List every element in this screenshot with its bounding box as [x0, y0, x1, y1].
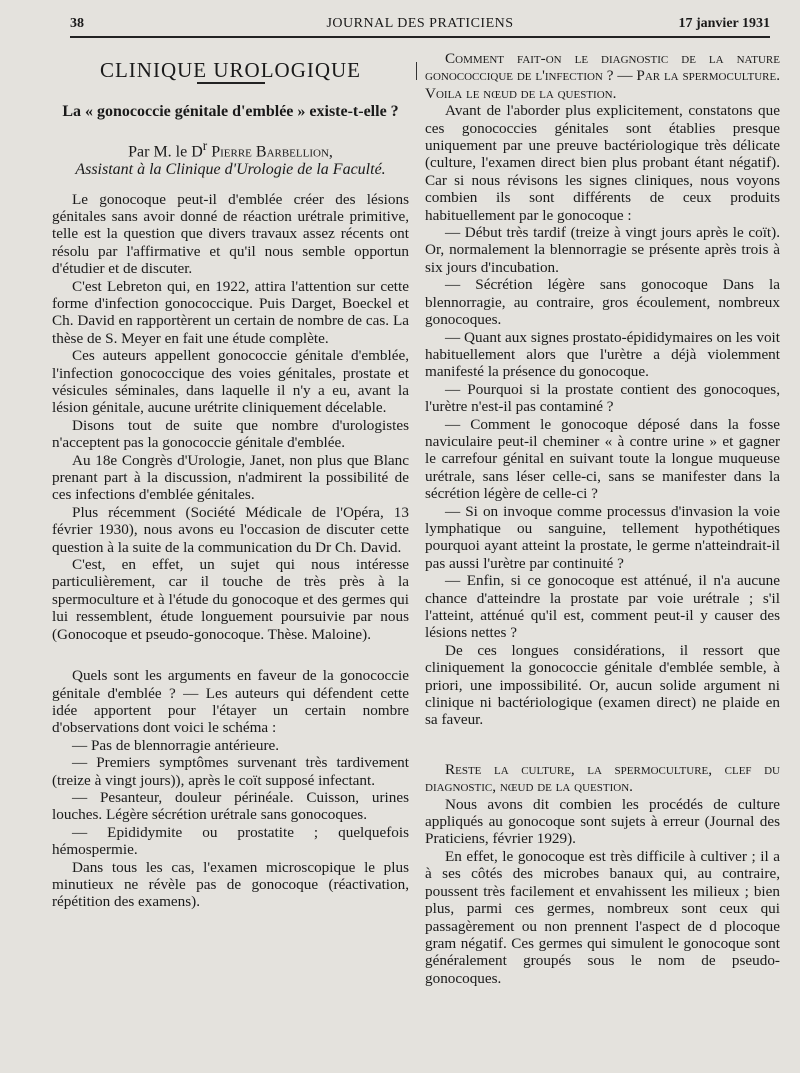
subheading: Comment fait-on le diagnostic de la nature gonococcique de l'infection ? — Par la spermoculture. Voila le nœud de la question. [425, 50, 780, 102]
paragraph: Avant de l'aborder plus explicitement, constatons que ces gonococcies génitales sont établies presque uniquement par une preuve bactériologique très délicate (culture, l'examen direct bien plus probant étant négatif). Car si nous révisons les signes cliniques, nous voyons combien ils sont différents de ceux produits habituellement par le gonocoque : [425, 102, 780, 224]
list-item: — Début très tardif (treize à vingt jours après le coït). Or, normalement la blennorragie se présente après trois à six jours d'incubation. [425, 224, 780, 276]
paragraph: Nous avons dit combien les procédés de culture appliqués au gonocoque sont sujets à erreur (Journal des Praticiens, février 1929). [425, 795, 780, 848]
journal-title: JOURNAL DES PRATICIENS [326, 16, 514, 31]
paragraph: Au 18e Congrès d'Urologie, Janet, non plus que Blanc prenant part à la discussion, n'admirent la possibilité de ces infections d'emblée génitales. [52, 451, 409, 504]
paragraph: De ces longues considérations, il ressort que cliniquement la gonococcie génitale d'emblée semble, à priori, une impossibilité. Or, aucun solide argument ni clinique ni bactériologique (examen direct) ne plaide en sa faveur. [425, 641, 780, 729]
byline [52, 137, 409, 161]
author-name: Pierre Barbellion, [211, 143, 333, 161]
page-number: 38 [70, 16, 84, 31]
paragraph: Dans tous les cas, l'examen microscopique le plus minutieux ne révèle pas de gonocoque (réactivation, répétition des examens). [52, 858, 409, 911]
paragraph: Ces auteurs appellent gonococcie génitale d'emblée, l'infection gonococcique des voies génitales, prostate et vésicules séminales, dans laquelle il n'y a eu, avant la lésion génitale, aucune urétrite cliniquement décelable. [52, 347, 409, 417]
paragraph: C'est Lebreton qui, en 1922, attira l'attention sur cette forme d'infection gonococcique. Puis Darget, Boeckel et Ch. David en rapportèrent un certain de nombre de cas. La thèse de S. Meyer en fait une étude complète. [52, 277, 409, 347]
list-item: — Sécrétion légère sans gonocoque Dans la blennorragie, au contraire, gros écoulement, nombreux gonocoques. [425, 276, 780, 329]
right-column [425, 50, 780, 987]
section-title: CLINIQUE UROLOGIQUE [99, 58, 362, 82]
author-affiliation: Assistant à la Clinique d'Urologie de la Faculté. [75, 161, 386, 179]
list-item: — Pesanteur, douleur périnéale. Cuisson, urines louches. Légère sécrétion urétrale sans gonocoques. [52, 788, 409, 824]
byline-sup: r [202, 138, 208, 154]
paragraph: Quels sont les arguments en faveur de la gonococcie génitale d'emblée ? — Les auteurs qui défendent cette idée apportent pour l'étayer un certain nombre d'observations dont voici le schéma : [52, 667, 409, 737]
list-item: — Comment le gonocoque déposé dans la fosse naviculaire peut-il cheminer « à contre urine » et gagner le carrefour génital en suivant toute la longue muqueuse urétrale, sans léser celle-ci, sans se manifester dans la sécrétion légère de celle-ci ? [425, 415, 780, 503]
list-item: — Si on invoque comme processus d'invasion la voie lymphatique ou sanguine, tellement hypothétiques pourquoi ayant atteint la prostate, le germe n'atteindrait-il pas aussi l'urètre par continuité ? [425, 502, 780, 572]
paragraph: En effet, le gonocoque est très difficile à cultiver ; il a à ses côtés des microbes banaux qui, au contraire, poussent très facilement et envahissent les milieux ; bien plus, parmi ces germes, nombreux sont ceux qui passagèrement ou non prennent l'aspect de d plocoque gram négatif. Ces germes qui simulent le gonocoque sont généralement groupés sous le nom de pseudo-gonocoques. [425, 847, 780, 987]
paragraph: Disons tout de suite que nombre d'urologistes n'acceptent pas la gonococcie génitale d'emblée. [52, 416, 409, 452]
list-item: — Premiers symptômes survenant très tardivement (treize à vingt jours)), après le coït supposé infectant. [52, 754, 409, 789]
page-header [70, 14, 770, 38]
list-item: — Epididymite ou prostatite ; quelquefois hémospermie. [52, 823, 409, 859]
list-item: — Quant aux signes prostato-épididymaires on les voit habituellement alors que l'urètre a déjà violemment manifesté la présence du gonocoque. [425, 328, 780, 381]
paragraph: Le gonocoque peut-il d'emblée créer des lésions génitales sans avoir donné de réaction urétrale primitive, telle est la question que divers travaux assez récents ont résolu par l'affirmative et qu'il nous semble opportun d'étudier et de discuter. [52, 190, 409, 278]
subheading: Reste la culture, la spermoculture, clef du diagnostic, nœud de la question. [425, 760, 780, 796]
paragraph: C'est, en effet, un sujet qui nous intéresse particulièrement, car il touche de très près à la spermoculture et à l'étude du gonocoque et des germes qui lui ressemblent, étude longuement poursuivie par nous (Gonocoque et pseudo-gonocoque. Thèse. Maloine). [52, 556, 409, 643]
title-rule [197, 82, 265, 84]
list-item: — Pourquoi si la prostate contient des gonocoques, l'urètre n'est-il pas contaminé ? [425, 380, 780, 416]
list-item: — Pas de blennorragie antérieure. [72, 736, 280, 754]
issue-date: 17 janvier 1931 [678, 16, 770, 31]
left-column [52, 50, 409, 911]
column-divider [416, 62, 417, 80]
byline-prefix: Par M. le D [128, 143, 203, 161]
article-title: La « gonococcie génitale d'emblée » existe-t-elle ? [62, 103, 399, 121]
paragraph: Plus récemment (Société Médicale de l'Opéra, 13 février 1930), nous avons eu l'occasion de discuter cette question à la suite de la communication du Dr Ch. David. [52, 503, 409, 556]
list-item: — Enfin, si ce gonocoque est atténué, il n'a aucune chance d'atteindre la prostate par voie urétrale ; s'il l'atteint, atténué qu'il est, comment peut-il y causer des lésions nettes ? [425, 572, 780, 642]
